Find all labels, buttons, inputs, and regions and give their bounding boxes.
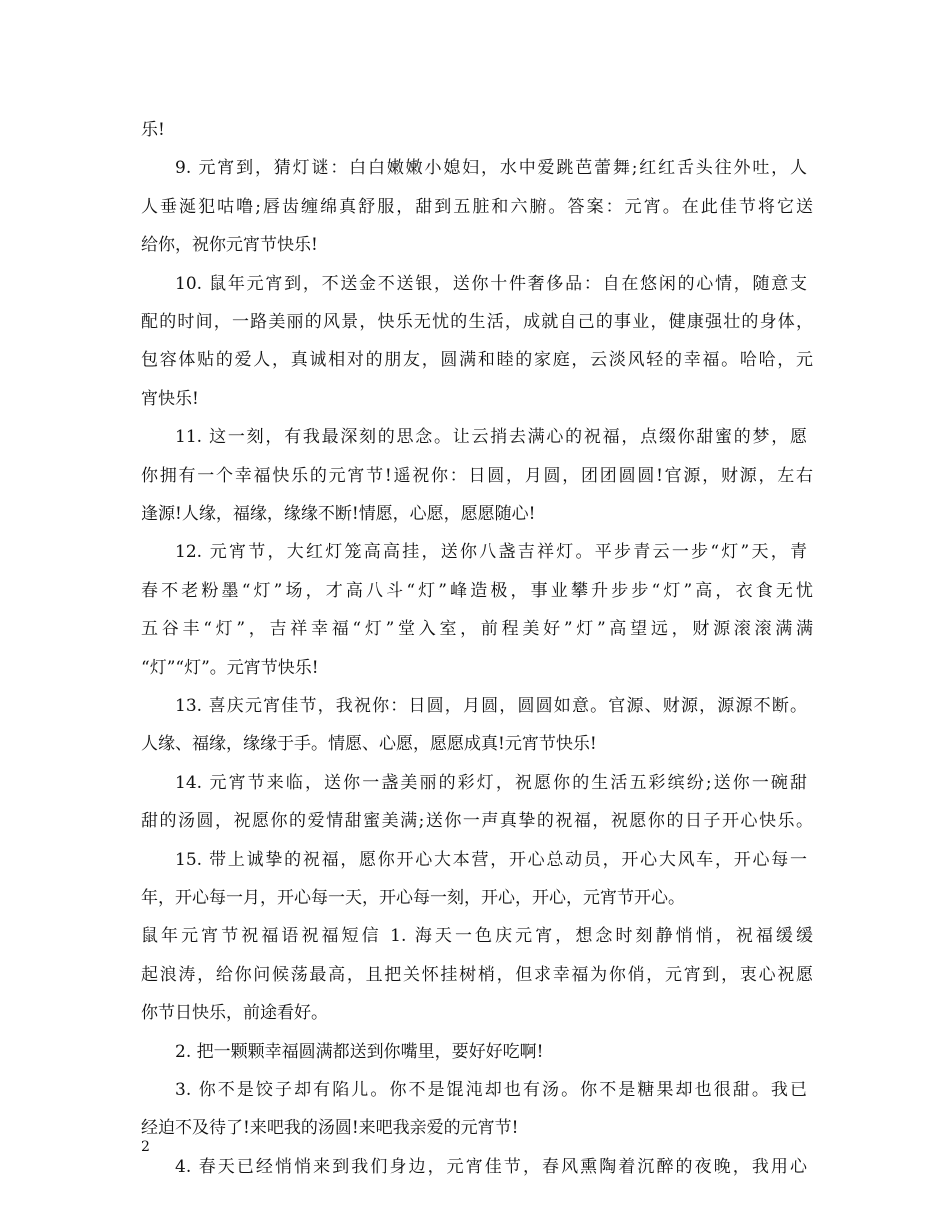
text-line: 15. 带上诚挚的祝福，愿你开心大本营，开心总动员，开心大风车，开心每一 (175, 849, 807, 870)
text-line: 人垂涎犯咕噜;唇齿缠绵真舒服，甜到五脏和六腑。答案：元宵。在此佳节将它送 (141, 196, 813, 217)
text-line: 配的时间，一路美丽的风景，快乐无忧的生活，成就自己的事业，健康强壮的身体， (141, 312, 813, 332)
text-line: 乐! (141, 120, 165, 140)
text-line: 宵快乐! (141, 388, 199, 409)
text-line: 包容体贴的爱人，真诚相对的朋友，圆满和睦的家庭，云淡风轻的幸福。哈哈，元 (141, 350, 813, 371)
text-line: 甜的汤圆，祝愿你的爱情甜蜜美满;送你一声真挚的祝福，祝愿你的日子开心快乐。 (141, 811, 813, 832)
text-line: 10. 鼠年元宵到，不送金不送银，送你十件奢侈品：自在悠闲的心情，随意支 (175, 273, 807, 294)
text-line: 14. 元宵节来临，送你一盏美丽的彩灯，祝愿你的生活五彩缤纷;送你一碗甜 (175, 772, 807, 793)
text-line: 11. 这一刻，有我最深刻的思念。让云捎去满心的祝福，点缀你甜蜜的梦，愿 (175, 427, 807, 448)
text-line: 年，开心每一月，开心每一天，开心每一刻，开心，开心，元宵节开心。 (141, 888, 685, 908)
text-line: 给你，祝你元宵节快乐! (141, 235, 318, 256)
text-line: 人缘、福缘，缘缘于手。情愿、心愿，愿愿成真!元宵节快乐! (141, 734, 597, 755)
text-line: 3. 你不是饺子却有陷儿。你不是馄沌却也有汤。你不是糖果却也很甜。我已 (175, 1080, 807, 1100)
page-number: 2 (141, 1139, 150, 1155)
text-line: 五谷丰“灯”，吉祥幸福“灯”堂入室，前程美好”灯”高望远，财源滚滚满满 (141, 619, 813, 640)
text-line: 春不老粉墨“灯”场，才高八斗“灯”峰造极，事业攀升步步“灯”高，衣食无忧 (141, 580, 813, 601)
text-line: 你节日快乐，前途看好。 (141, 1003, 328, 1024)
text-line: 你拥有一个幸福快乐的元宵节!遥祝你：日圆，月圆，团团圆圆!官源，财源，左右 (141, 465, 813, 486)
text-line: 起浪涛，给你问候荡最高，且把关怀挂树梢，但求幸福为你俏，元宵到，衷心祝愿 (141, 964, 813, 985)
text-line: 9. 元宵到，猜灯谜：白白嫩嫩小媳妇，水中爱跳芭蕾舞;红红舌头往外吐，人 (175, 158, 807, 179)
text-line: 12. 元宵节，大红灯笼高高挂，送你八盏吉祥灯。平步青云一步“灯”天，青 (175, 542, 807, 563)
text-line: 4. 春天已经悄悄来到我们身边，元宵佳节，春风熏陶着沉醉的夜晚，我用心 (175, 1156, 807, 1177)
text-line: 2. 把一颗颗幸福圆满都送到你嘴里，要好好吃啊! (175, 1041, 544, 1062)
text-line: 13. 喜庆元宵佳节，我祝你：日圆，月圆，圆圆如意。官源、财源，源源不断。 (175, 696, 807, 716)
text-line: 鼠年元宵节祝福语祝福短信 1. 海天一色庆元宵，想念时刻静悄悄，祝福缓缓 (141, 926, 813, 947)
text-line: 逢源!人缘，福缘，缘缘不断!情愿，心愿，愿愿随心! (141, 504, 536, 524)
text-line: “灯”“灯”。元宵节快乐! (141, 657, 319, 678)
text-line: 经迫不及待了!来吧我的汤圆!来吧我亲爱的元宵节! (141, 1118, 519, 1139)
